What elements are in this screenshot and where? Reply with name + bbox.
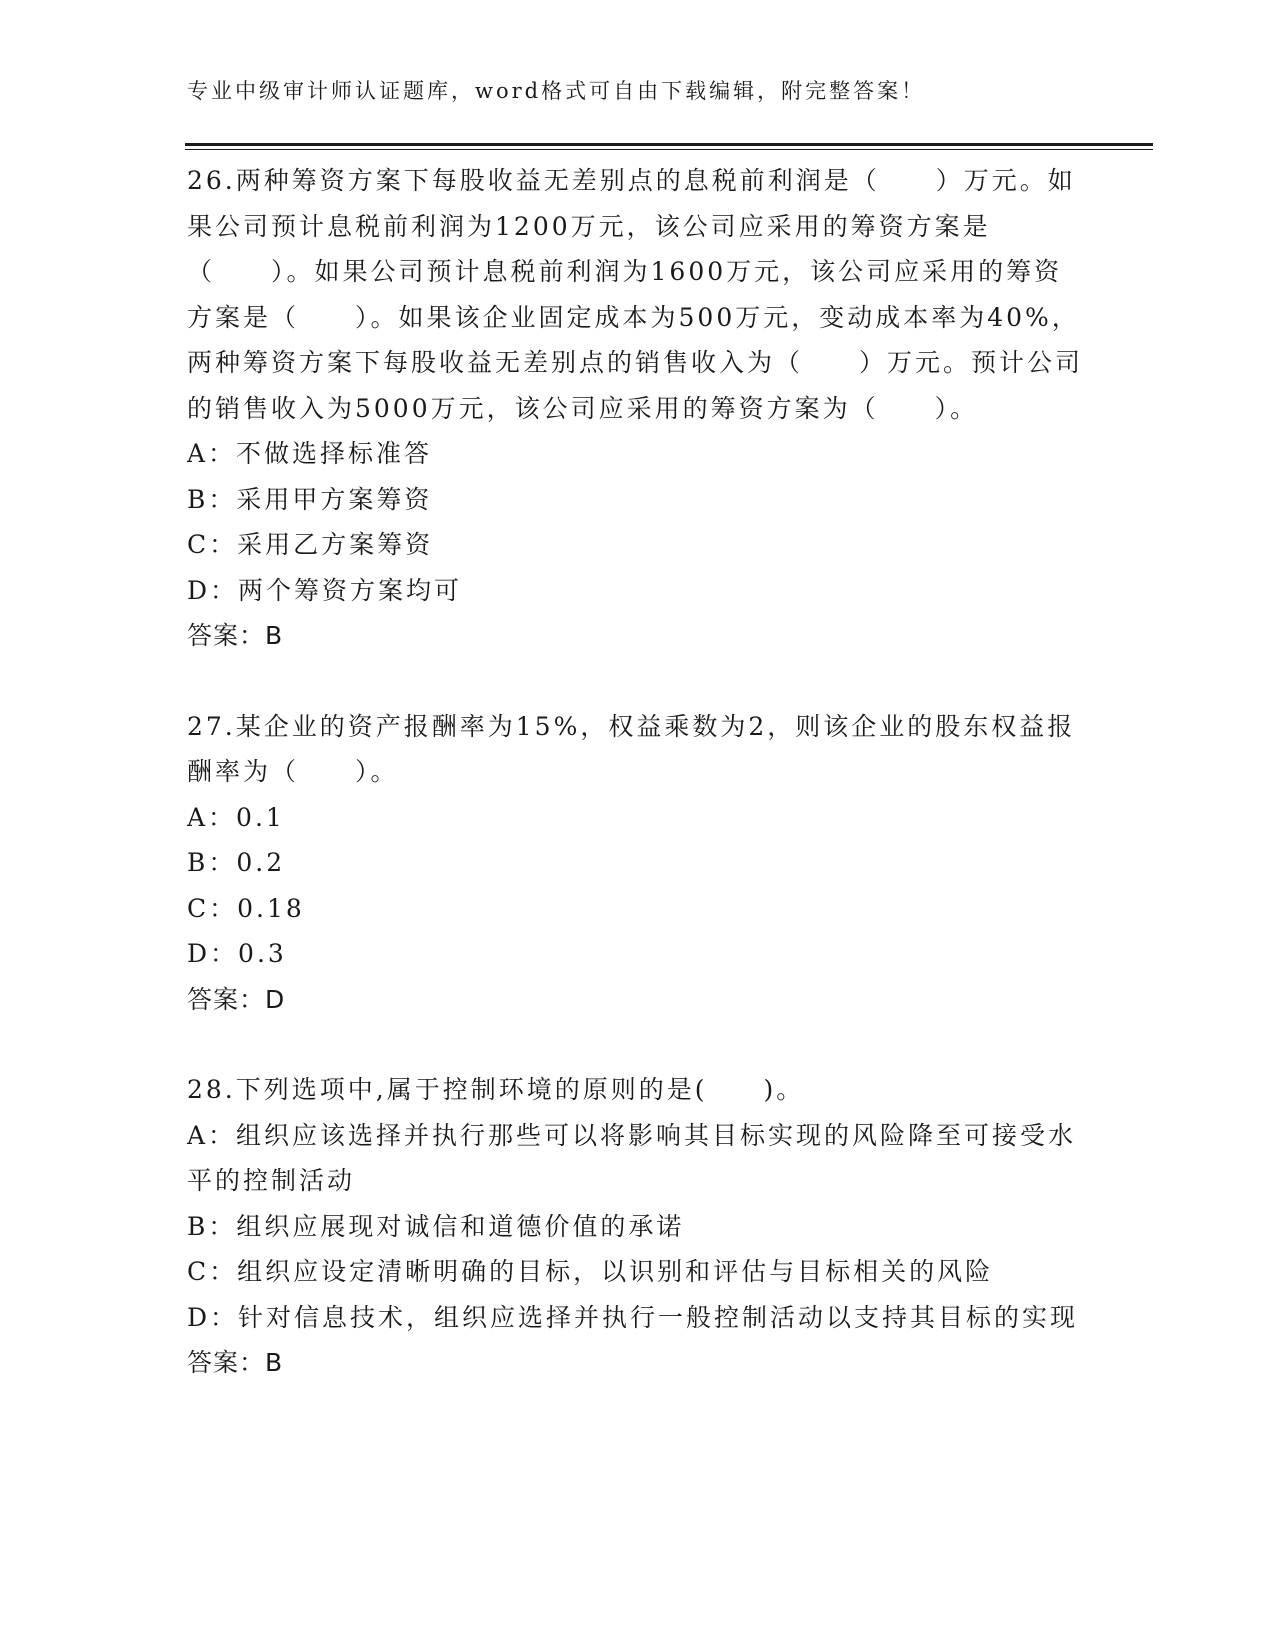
- option-a: A：不做选择标准答: [187, 439, 433, 468]
- option-b: B：采用甲方案筹资: [187, 484, 433, 514]
- option-d: D：两个筹资方案均可: [187, 575, 463, 605]
- option-b: B：0.2: [187, 848, 286, 877]
- page-header: 专业中级审计师认证题库，word格式可自由下载编辑，附完整答案！: [187, 79, 926, 103]
- question-list: [187, 158, 1087, 1386]
- question-stem: 28.下列选项中,属于控制环境的原则的是( )。: [187, 1075, 805, 1104]
- answer-label: 答案：B: [187, 1348, 284, 1377]
- header-divider-thick: [185, 143, 1153, 146]
- question-28: [187, 1067, 1087, 1386]
- option-c: C：0.18: [187, 893, 305, 923]
- option-a: A：组织应该选择并执行那些可以将影响其目标实现的风险降至可接受水平的控制活动: [187, 1120, 1077, 1195]
- answer-label: 答案：D: [187, 984, 286, 1014]
- option-d: D：针对信息技术，组织应选择并执行一般控制活动以支持其目标的实现: [187, 1302, 1079, 1332]
- option-c: C：采用乙方案筹资: [187, 530, 434, 559]
- option-d: D：0.3: [187, 939, 287, 968]
- question-27: [187, 704, 1087, 1023]
- question-26: [187, 158, 1087, 659]
- question-spacer: [187, 659, 1087, 704]
- option-c: C：组织应设定清晰明确的目标，以识别和评估与目标相关的风险: [187, 1257, 994, 1286]
- question-spacer: [187, 1022, 1087, 1067]
- header-divider-thin: [185, 149, 1153, 150]
- option-b: B：组织应展现对诚信和道德价值的承诺: [187, 1211, 685, 1241]
- question-stem: 27.某企业的资产报酬率为15%，权益乘数为2，则该企业的股东权益报酬率为（ ）。: [187, 711, 1076, 786]
- question-stem: 26.两种筹资方案下每股收益无差别点的息税前利润是（ ）万元。如果公司预计息税前利润为1200万元，该公司应采用的筹资方案是（ ）。如果公司预计息税前利润为1600万元，该公司应采用的筹资方案是（ ）。如果该企业固定成本为500万元，变动成本率为40%，两种筹资方案下每股收益无差别点的销售收入为（ ）万元。预计公司的销售收入为5000万元，该公司应采用的筹资方案为（ ）。: [187, 166, 1084, 423]
- option-a: A：0.1: [187, 802, 285, 832]
- answer-label: 答案：B: [187, 621, 284, 650]
